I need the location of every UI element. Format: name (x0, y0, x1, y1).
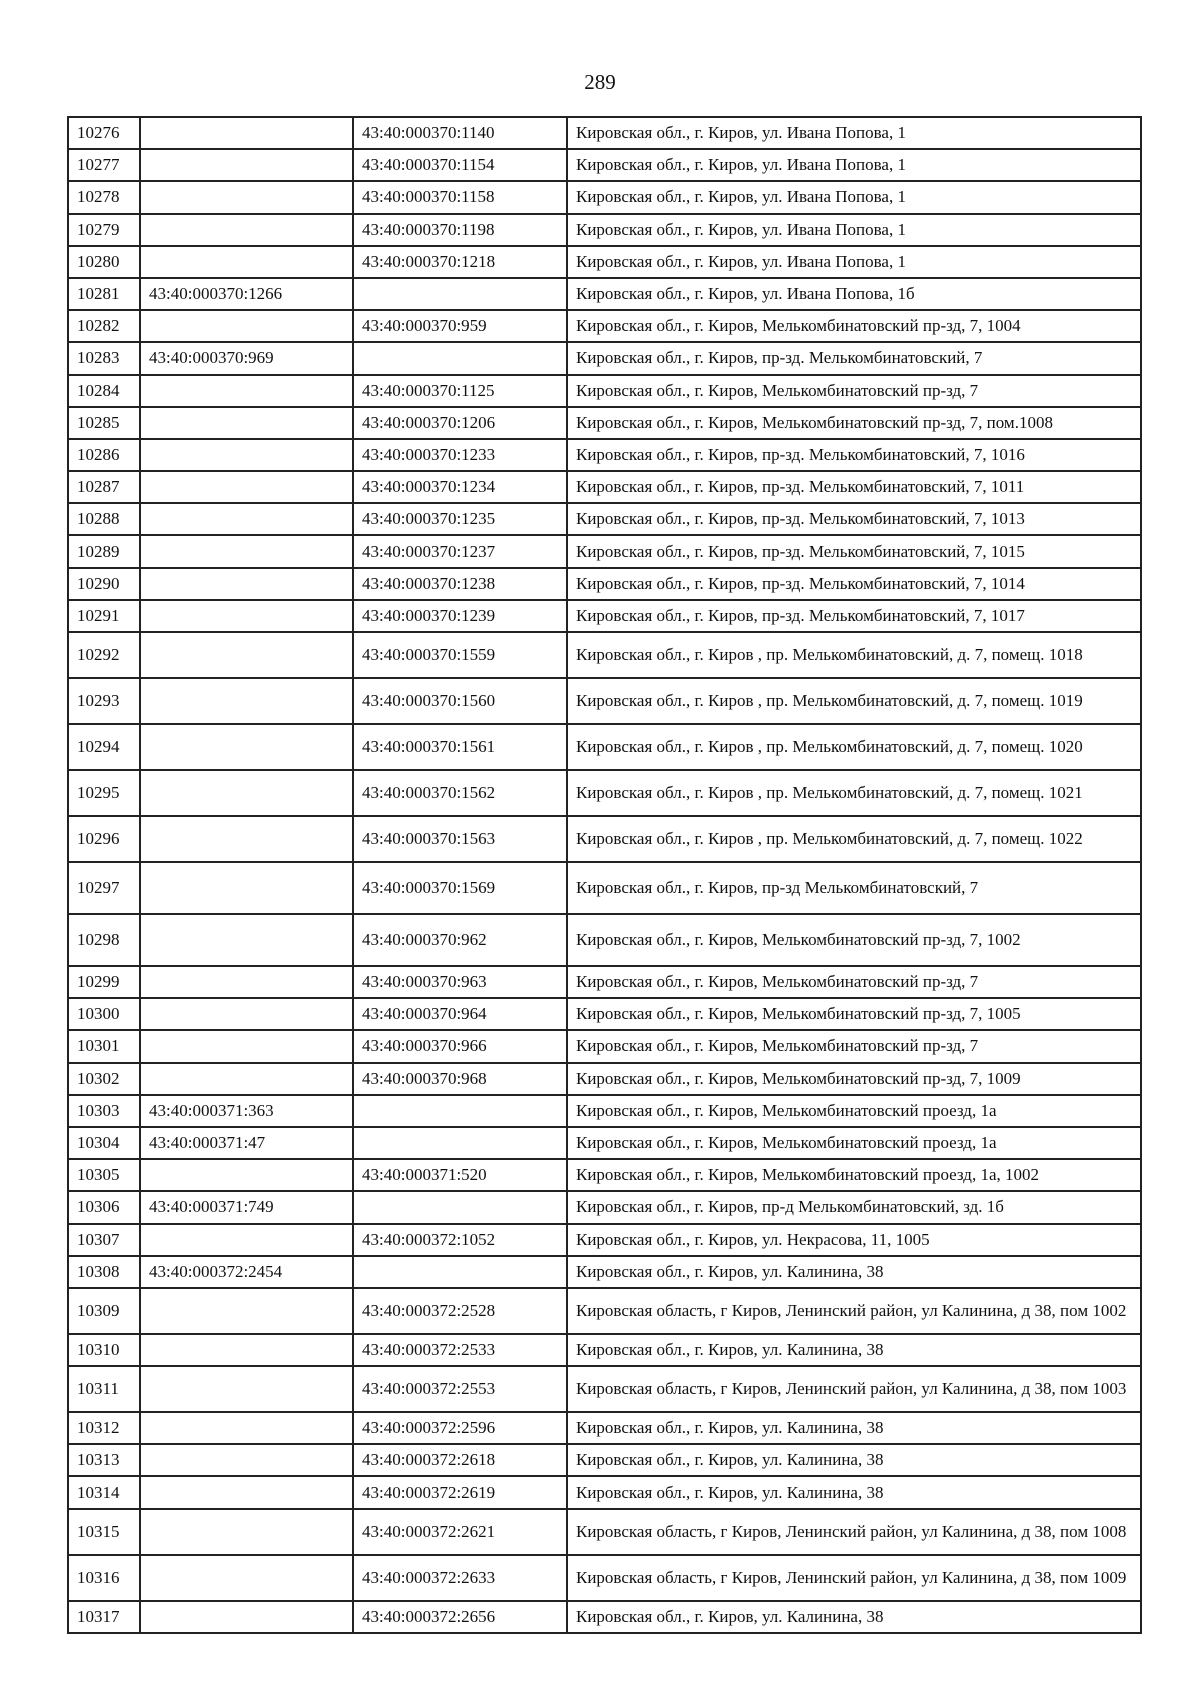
address-cell: Кировская обл., г. Киров, Мелькомбинатовский пр-зд, 7 (567, 375, 1141, 407)
table-row (68, 770, 1141, 816)
land-cadastral-cell (140, 117, 353, 149)
land-cadastral-cell: 43:40:000371:749 (140, 1191, 353, 1223)
object-cadastral-cell: 43:40:000372:2656 (353, 1601, 567, 1633)
row-number-cell: 10282 (68, 310, 140, 342)
table-row (68, 1159, 1141, 1191)
address-cell: Кировская обл., г. Киров, Мелькомбинатовский пр-зд, 7, 1005 (567, 998, 1141, 1030)
address-cell: Кировская обл., г. Киров, пр-зд. Мелькомбинатовский, 7, 1017 (567, 600, 1141, 632)
row-number-cell: 10313 (68, 1444, 140, 1476)
row-number-cell: 10285 (68, 407, 140, 439)
row-number-cell: 10300 (68, 998, 140, 1030)
table-row (68, 181, 1141, 213)
row-number-cell: 10316 (68, 1555, 140, 1601)
row-number-cell: 10303 (68, 1095, 140, 1127)
table-row (68, 1366, 1141, 1412)
table-row (68, 1256, 1141, 1288)
row-number-cell: 10308 (68, 1256, 140, 1288)
table-row (68, 278, 1141, 310)
land-cadastral-cell (140, 1509, 353, 1555)
address-cell: Кировская обл., г. Киров, Мелькомбинатовский пр-зд, 7 (567, 966, 1141, 998)
land-cadastral-cell (140, 724, 353, 770)
table-row (68, 1555, 1141, 1601)
land-cadastral-cell (140, 439, 353, 471)
land-cadastral-cell (140, 1444, 353, 1476)
object-cadastral-cell: 43:40:000370:1158 (353, 181, 567, 213)
table-row (68, 998, 1141, 1030)
land-cadastral-cell (140, 310, 353, 342)
row-number-cell: 10304 (68, 1127, 140, 1159)
object-cadastral-cell: 43:40:000372:2533 (353, 1334, 567, 1366)
land-cadastral-cell (140, 503, 353, 535)
table-row (68, 568, 1141, 600)
table-row (68, 1095, 1141, 1127)
object-cadastral-cell: 43:40:000372:2596 (353, 1412, 567, 1444)
row-number-cell: 10289 (68, 535, 140, 567)
object-cadastral-cell: 43:40:000372:2553 (353, 1366, 567, 1412)
object-cadastral-cell: 43:40:000370:1235 (353, 503, 567, 535)
table-row (68, 914, 1141, 966)
table-row (68, 1334, 1141, 1366)
address-cell: Кировская обл., г. Киров , пр. Мелькомбинатовский, д. 7, помещ. 1018 (567, 632, 1141, 678)
land-cadastral-cell (140, 998, 353, 1030)
land-cadastral-cell (140, 632, 353, 678)
table-row (68, 471, 1141, 503)
land-cadastral-cell (140, 816, 353, 862)
land-cadastral-cell (140, 678, 353, 724)
object-cadastral-cell (353, 1127, 567, 1159)
object-cadastral-cell (353, 342, 567, 374)
address-cell: Кировская обл., г. Киров, Мелькомбинатовский пр-зд, 7, 1004 (567, 310, 1141, 342)
address-cell: Кировская обл., г. Киров, Мелькомбинатовский проезд, 1а (567, 1095, 1141, 1127)
object-cadastral-cell: 43:40:000370:966 (353, 1030, 567, 1062)
land-cadastral-cell: 43:40:000370:1266 (140, 278, 353, 310)
object-cadastral-cell (353, 1256, 567, 1288)
address-cell: Кировская обл., г. Киров , пр. Мелькомбинатовский, д. 7, помещ. 1022 (567, 816, 1141, 862)
object-cadastral-cell (353, 1095, 567, 1127)
address-cell: Кировская область, г Киров, Ленинский район, ул Калинина, д 38, пом 1002 (567, 1288, 1141, 1334)
object-cadastral-cell: 43:40:000370:963 (353, 966, 567, 998)
address-cell: Кировская обл., г. Киров, ул. Ивана Попова, 1 (567, 149, 1141, 181)
row-number-cell: 10314 (68, 1476, 140, 1508)
table-row (68, 1030, 1141, 1062)
address-cell: Кировская обл., г. Киров, ул. Калинина, 38 (567, 1256, 1141, 1288)
table-row (68, 1191, 1141, 1223)
address-cell: Кировская обл., г. Киров, Мелькомбинатовский пр-зд, 7, 1009 (567, 1063, 1141, 1095)
land-cadastral-cell (140, 246, 353, 278)
row-number-cell: 10276 (68, 117, 140, 149)
land-cadastral-cell (140, 966, 353, 998)
table-row (68, 117, 1141, 149)
row-number-cell: 10277 (68, 149, 140, 181)
address-cell: Кировская обл., г. Киров, пр-зд. Мелькомбинатовский, 7, 1011 (567, 471, 1141, 503)
object-cadastral-cell: 43:40:000370:1206 (353, 407, 567, 439)
table-row (68, 816, 1141, 862)
row-number-cell: 10310 (68, 1334, 140, 1366)
land-cadastral-cell (140, 1159, 353, 1191)
row-number-cell: 10295 (68, 770, 140, 816)
object-cadastral-cell: 43:40:000370:959 (353, 310, 567, 342)
address-cell: Кировская область, г Киров, Ленинский район, ул Калинина, д 38, пом 1008 (567, 1509, 1141, 1555)
object-cadastral-cell: 43:40:000370:1559 (353, 632, 567, 678)
row-number-cell: 10309 (68, 1288, 140, 1334)
address-cell: Кировская обл., г. Киров, ул. Калинина, 38 (567, 1601, 1141, 1633)
object-cadastral-cell: 43:40:000372:2619 (353, 1476, 567, 1508)
address-cell: Кировская обл., г. Киров, пр-зд. Мелькомбинатовский, 7, 1013 (567, 503, 1141, 535)
land-cadastral-cell (140, 535, 353, 567)
table-body (68, 117, 1141, 1633)
land-cadastral-cell (140, 568, 353, 600)
address-cell: Кировская обл., г. Киров, ул. Ивана Попова, 1 (567, 214, 1141, 246)
address-cell: Кировская область, г Киров, Ленинский район, ул Калинина, д 38, пом 1003 (567, 1366, 1141, 1412)
land-cadastral-cell (140, 1601, 353, 1633)
object-cadastral-cell: 43:40:000370:968 (353, 1063, 567, 1095)
object-cadastral-cell: 43:40:000370:1563 (353, 816, 567, 862)
row-number-cell: 10315 (68, 1509, 140, 1555)
object-cadastral-cell: 43:40:000370:1233 (353, 439, 567, 471)
table-row (68, 310, 1141, 342)
address-cell: Кировская обл., г. Киров , пр. Мелькомбинатовский, д. 7, помещ. 1021 (567, 770, 1141, 816)
object-cadastral-cell: 43:40:000372:2621 (353, 1509, 567, 1555)
land-cadastral-cell (140, 1476, 353, 1508)
table-row (68, 600, 1141, 632)
table-row (68, 535, 1141, 567)
object-cadastral-cell: 43:40:000370:962 (353, 914, 567, 966)
row-number-cell: 10302 (68, 1063, 140, 1095)
land-cadastral-cell (140, 407, 353, 439)
land-cadastral-cell (140, 914, 353, 966)
row-number-cell: 10296 (68, 816, 140, 862)
table-row (68, 503, 1141, 535)
object-cadastral-cell: 43:40:000371:520 (353, 1159, 567, 1191)
table-row (68, 862, 1141, 914)
land-cadastral-cell (140, 1555, 353, 1601)
address-cell: Кировская обл., г. Киров, Мелькомбинатовский пр-зд, 7 (567, 1030, 1141, 1062)
land-cadastral-cell (140, 375, 353, 407)
row-number-cell: 10287 (68, 471, 140, 503)
row-number-cell: 10311 (68, 1366, 140, 1412)
address-cell: Кировская обл., г. Киров, ул. Ивана Попова, 1 (567, 181, 1141, 213)
object-cadastral-cell: 43:40:000370:1140 (353, 117, 567, 149)
row-number-cell: 10279 (68, 214, 140, 246)
object-cadastral-cell: 43:40:000370:1234 (353, 471, 567, 503)
row-number-cell: 10306 (68, 1191, 140, 1223)
page-number: 289 (584, 70, 616, 94)
cadastral-table (67, 116, 1142, 1634)
table-row (68, 246, 1141, 278)
object-cadastral-cell: 43:40:000370:1154 (353, 149, 567, 181)
address-cell: Кировская обл., г. Киров , пр. Мелькомбинатовский, д. 7, помещ. 1020 (567, 724, 1141, 770)
address-cell: Кировская обл., г. Киров, пр-зд Мелькомбинатовский, 7 (567, 862, 1141, 914)
address-cell: Кировская обл., г. Киров, Мелькомбинатовский проезд, 1а, 1002 (567, 1159, 1141, 1191)
object-cadastral-cell: 43:40:000372:2528 (353, 1288, 567, 1334)
table-row (68, 678, 1141, 724)
row-number-cell: 10286 (68, 439, 140, 471)
address-cell: Кировская обл., г. Киров, Мелькомбинатовский проезд, 1а (567, 1127, 1141, 1159)
land-cadastral-cell (140, 1288, 353, 1334)
table-row (68, 632, 1141, 678)
address-cell: Кировская обл., г. Киров, ул. Ивана Попова, 1б (567, 278, 1141, 310)
object-cadastral-cell: 43:40:000370:1560 (353, 678, 567, 724)
object-cadastral-cell: 43:40:000370:1218 (353, 246, 567, 278)
row-number-cell: 10278 (68, 181, 140, 213)
land-cadastral-cell: 43:40:000372:2454 (140, 1256, 353, 1288)
object-cadastral-cell (353, 1191, 567, 1223)
land-cadastral-cell (140, 862, 353, 914)
object-cadastral-cell: 43:40:000372:1052 (353, 1224, 567, 1256)
address-cell: Кировская обл., г. Киров, пр-д Мелькомбинатовский, зд. 1б (567, 1191, 1141, 1223)
table-row (68, 375, 1141, 407)
address-cell: Кировская обл., г. Киров, ул. Калинина, 38 (567, 1444, 1141, 1476)
row-number-cell: 10312 (68, 1412, 140, 1444)
row-number-cell: 10281 (68, 278, 140, 310)
table-row (68, 1288, 1141, 1334)
row-number-cell: 10291 (68, 600, 140, 632)
land-cadastral-cell (140, 1366, 353, 1412)
row-number-cell: 10297 (68, 862, 140, 914)
address-cell: Кировская обл., г. Киров, ул. Ивана Попова, 1 (567, 117, 1141, 149)
row-number-cell: 10317 (68, 1601, 140, 1633)
land-cadastral-cell: 43:40:000370:969 (140, 342, 353, 374)
row-number-cell: 10298 (68, 914, 140, 966)
object-cadastral-cell: 43:40:000370:1238 (353, 568, 567, 600)
object-cadastral-cell: 43:40:000370:964 (353, 998, 567, 1030)
address-cell: Кировская обл., г. Киров, пр-зд. Мелькомбинатовский, 7, 1014 (567, 568, 1141, 600)
row-number-cell: 10292 (68, 632, 140, 678)
address-cell: Кировская обл., г. Киров, пр-зд. Мелькомбинатовский, 7, 1016 (567, 439, 1141, 471)
table-row (68, 1412, 1141, 1444)
address-cell: Кировская обл., г. Киров, ул. Ивана Попова, 1 (567, 246, 1141, 278)
table-row (68, 407, 1141, 439)
address-cell: Кировская обл., г. Киров, пр-зд. Мелькомбинатовский, 7, 1015 (567, 535, 1141, 567)
address-cell: Кировская обл., г. Киров , пр. Мелькомбинатовский, д. 7, помещ. 1019 (567, 678, 1141, 724)
object-cadastral-cell: 43:40:000370:1569 (353, 862, 567, 914)
table-row (68, 1127, 1141, 1159)
object-cadastral-cell: 43:40:000370:1198 (353, 214, 567, 246)
object-cadastral-cell (353, 278, 567, 310)
object-cadastral-cell: 43:40:000370:1125 (353, 375, 567, 407)
table-row (68, 966, 1141, 998)
address-cell: Кировская обл., г. Киров, ул. Калинина, 38 (567, 1412, 1141, 1444)
row-number-cell: 10293 (68, 678, 140, 724)
table-row (68, 1476, 1141, 1508)
table-row (68, 342, 1141, 374)
table-row (68, 724, 1141, 770)
row-number-cell: 10283 (68, 342, 140, 374)
row-number-cell: 10284 (68, 375, 140, 407)
row-number-cell: 10290 (68, 568, 140, 600)
address-cell: Кировская обл., г. Киров, ул. Некрасова, 11, 1005 (567, 1224, 1141, 1256)
row-number-cell: 10307 (68, 1224, 140, 1256)
address-cell: Кировская обл., г. Киров, ул. Калинина, 38 (567, 1476, 1141, 1508)
table-row (68, 1224, 1141, 1256)
land-cadastral-cell (140, 770, 353, 816)
row-number-cell: 10299 (68, 966, 140, 998)
land-cadastral-cell (140, 1412, 353, 1444)
object-cadastral-cell: 43:40:000370:1562 (353, 770, 567, 816)
land-cadastral-cell (140, 600, 353, 632)
land-cadastral-cell (140, 214, 353, 246)
row-number-cell: 10280 (68, 246, 140, 278)
table-row (68, 1509, 1141, 1555)
table-row (68, 1444, 1141, 1476)
object-cadastral-cell: 43:40:000370:1561 (353, 724, 567, 770)
land-cadastral-cell (140, 1063, 353, 1095)
land-cadastral-cell (140, 181, 353, 213)
land-cadastral-cell: 43:40:000371:363 (140, 1095, 353, 1127)
table-row (68, 1601, 1141, 1633)
land-cadastral-cell: 43:40:000371:47 (140, 1127, 353, 1159)
table-row (68, 1063, 1141, 1095)
land-cadastral-cell (140, 1334, 353, 1366)
table-row (68, 439, 1141, 471)
row-number-cell: 10288 (68, 503, 140, 535)
object-cadastral-cell: 43:40:000370:1239 (353, 600, 567, 632)
row-number-cell: 10294 (68, 724, 140, 770)
object-cadastral-cell: 43:40:000370:1237 (353, 535, 567, 567)
address-cell: Кировская область, г Киров, Ленинский район, ул Калинина, д 38, пом 1009 (567, 1555, 1141, 1601)
land-cadastral-cell (140, 471, 353, 503)
land-cadastral-cell (140, 1030, 353, 1062)
row-number-cell: 10305 (68, 1159, 140, 1191)
row-number-cell: 10301 (68, 1030, 140, 1062)
address-cell: Кировская обл., г. Киров, Мелькомбинатовский пр-зд, 7, 1002 (567, 914, 1141, 966)
table-row (68, 149, 1141, 181)
address-cell: Кировская обл., г. Киров, Мелькомбинатовский пр-зд, 7, пом.1008 (567, 407, 1141, 439)
object-cadastral-cell: 43:40:000372:2633 (353, 1555, 567, 1601)
land-cadastral-cell (140, 1224, 353, 1256)
land-cadastral-cell (140, 149, 353, 181)
object-cadastral-cell: 43:40:000372:2618 (353, 1444, 567, 1476)
address-cell: Кировская обл., г. Киров, ул. Калинина, 38 (567, 1334, 1141, 1366)
table-row (68, 214, 1141, 246)
address-cell: Кировская обл., г. Киров, пр-зд. Мелькомбинатовский, 7 (567, 342, 1141, 374)
